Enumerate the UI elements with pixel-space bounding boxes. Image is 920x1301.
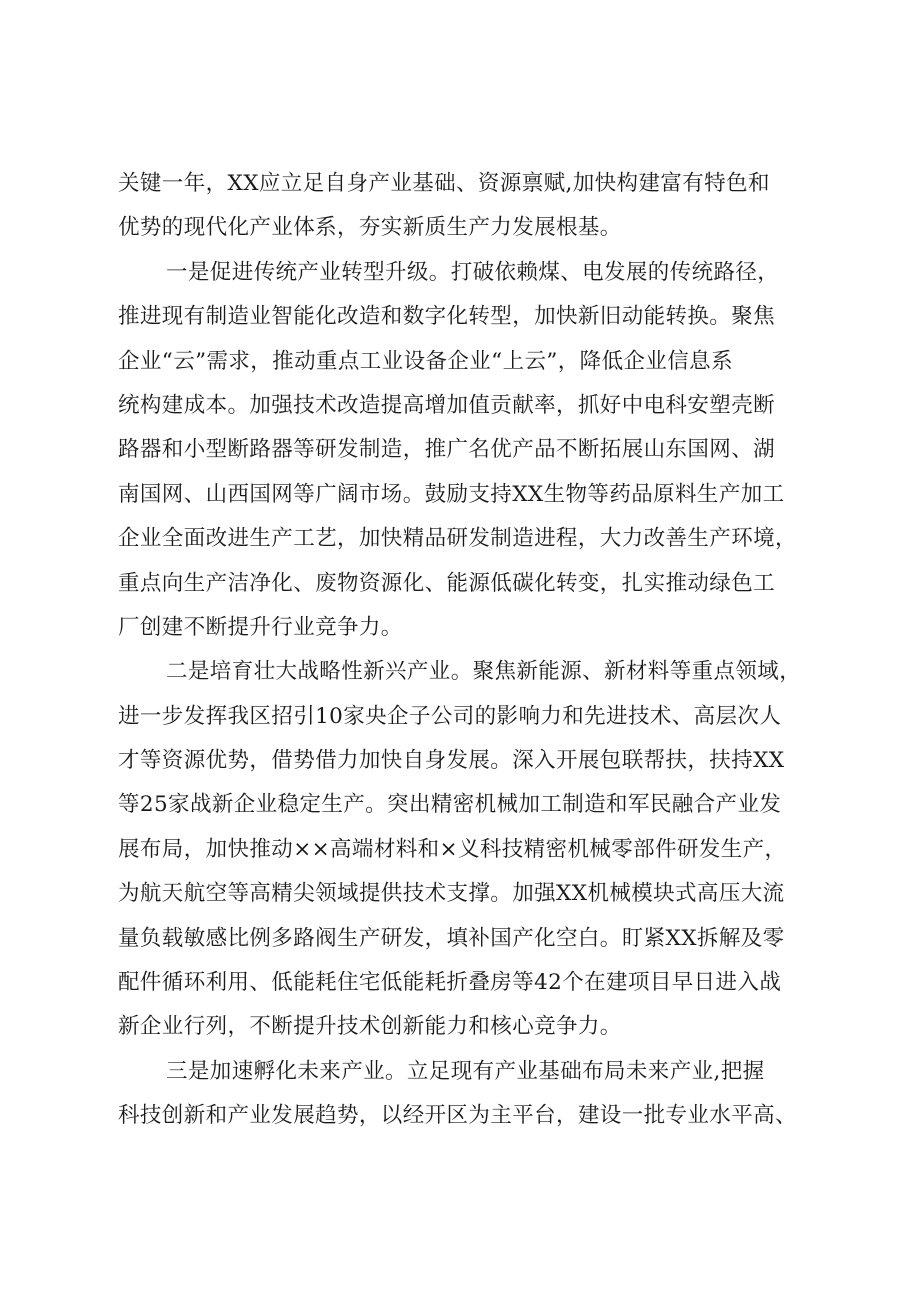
text-line: 一是促进传统产业转型升级。打破依赖煤、电发展的传统路径， [166, 259, 780, 285]
text-line: 量负载敏感比例多路阀生产研发，填补国产化空白。盯紧XX拆解及零 [118, 925, 785, 951]
text-line: 路器和小型断路器等研发制造，推广名优产品不断拓展山东国网、湖 [118, 437, 776, 463]
text-line: 二是培育壮大战略性新兴产业。聚焦新能源、新材料等重点领域， [166, 659, 802, 685]
text-line: 南国网、山西国网等广阔市场。鼓励支持XX生物等药品原料生产加工 [118, 481, 785, 507]
paragraph-intro [118, 162, 818, 251]
text-line: 重点向生产洁净化、废物资源化、能源低碳化转变，扎实推动绿色工 [118, 570, 776, 596]
text-line: 企业全面改进生产工艺，加快精品研发制造进程，大力改善生产环境， [118, 526, 797, 552]
text-line: 厂创建不断提升行业竞争力。 [118, 614, 403, 640]
text-line: 推进现有制造业智能化改造和数字化转型，加快新旧动能转换。聚焦 [118, 304, 776, 330]
text-line: 等25家战新企业稳定生产。突出精密机械加工制造和军民融合产业发 [118, 792, 782, 818]
paragraph-emerging-industry [118, 650, 818, 1050]
text-line: 进一步发挥我区招引10家央企子公司的影响力和先进技术、高层次人 [118, 703, 782, 729]
text-line: 科技创新和产业发展趋势，以经开区为主平台，建设一批专业水平高、 [118, 1103, 797, 1129]
text-line: 展布局，加快推动××高端材料和×义科技精密机械零部件研发生产， [118, 836, 787, 862]
text-line: 三是加速孵化未来产业。立足现有产业基础布局未来产业,把握 [166, 1058, 765, 1084]
text-line: 关键一年，XX应立足自身产业基础、资源禀赋,加快构建富有特色和 [118, 171, 770, 196]
text-line: 为航天航空等高精尖领域提供技术支撑。加强XX机械模块式高压大流 [118, 881, 785, 907]
text-line: 新企业行列，不断提升技术创新能力和核心竞争力。 [118, 1014, 622, 1040]
paragraph-traditional-industry [118, 251, 818, 651]
paragraph-future-industry [118, 1050, 818, 1139]
text-line: 统构建成本。加强技术改造提高增加值贡献率，抓好中电科安塑壳断 [118, 392, 776, 418]
text-line: 才等资源优势，借势借力加快自身发展。深入开展包联帮扶，扶持XX [118, 748, 785, 774]
text-line: 优势的现代化产业体系，夯实新质生产力发展根基。 [118, 215, 622, 241]
text-line: 企业“云”需求，推动重点工业设备企业“上云”，降低企业信息系 [118, 348, 733, 374]
document-body [118, 162, 818, 1139]
text-line: 配件循环利用、低能耗住宅低能耗折叠房等42个在建项目早日进入战 [118, 970, 782, 996]
